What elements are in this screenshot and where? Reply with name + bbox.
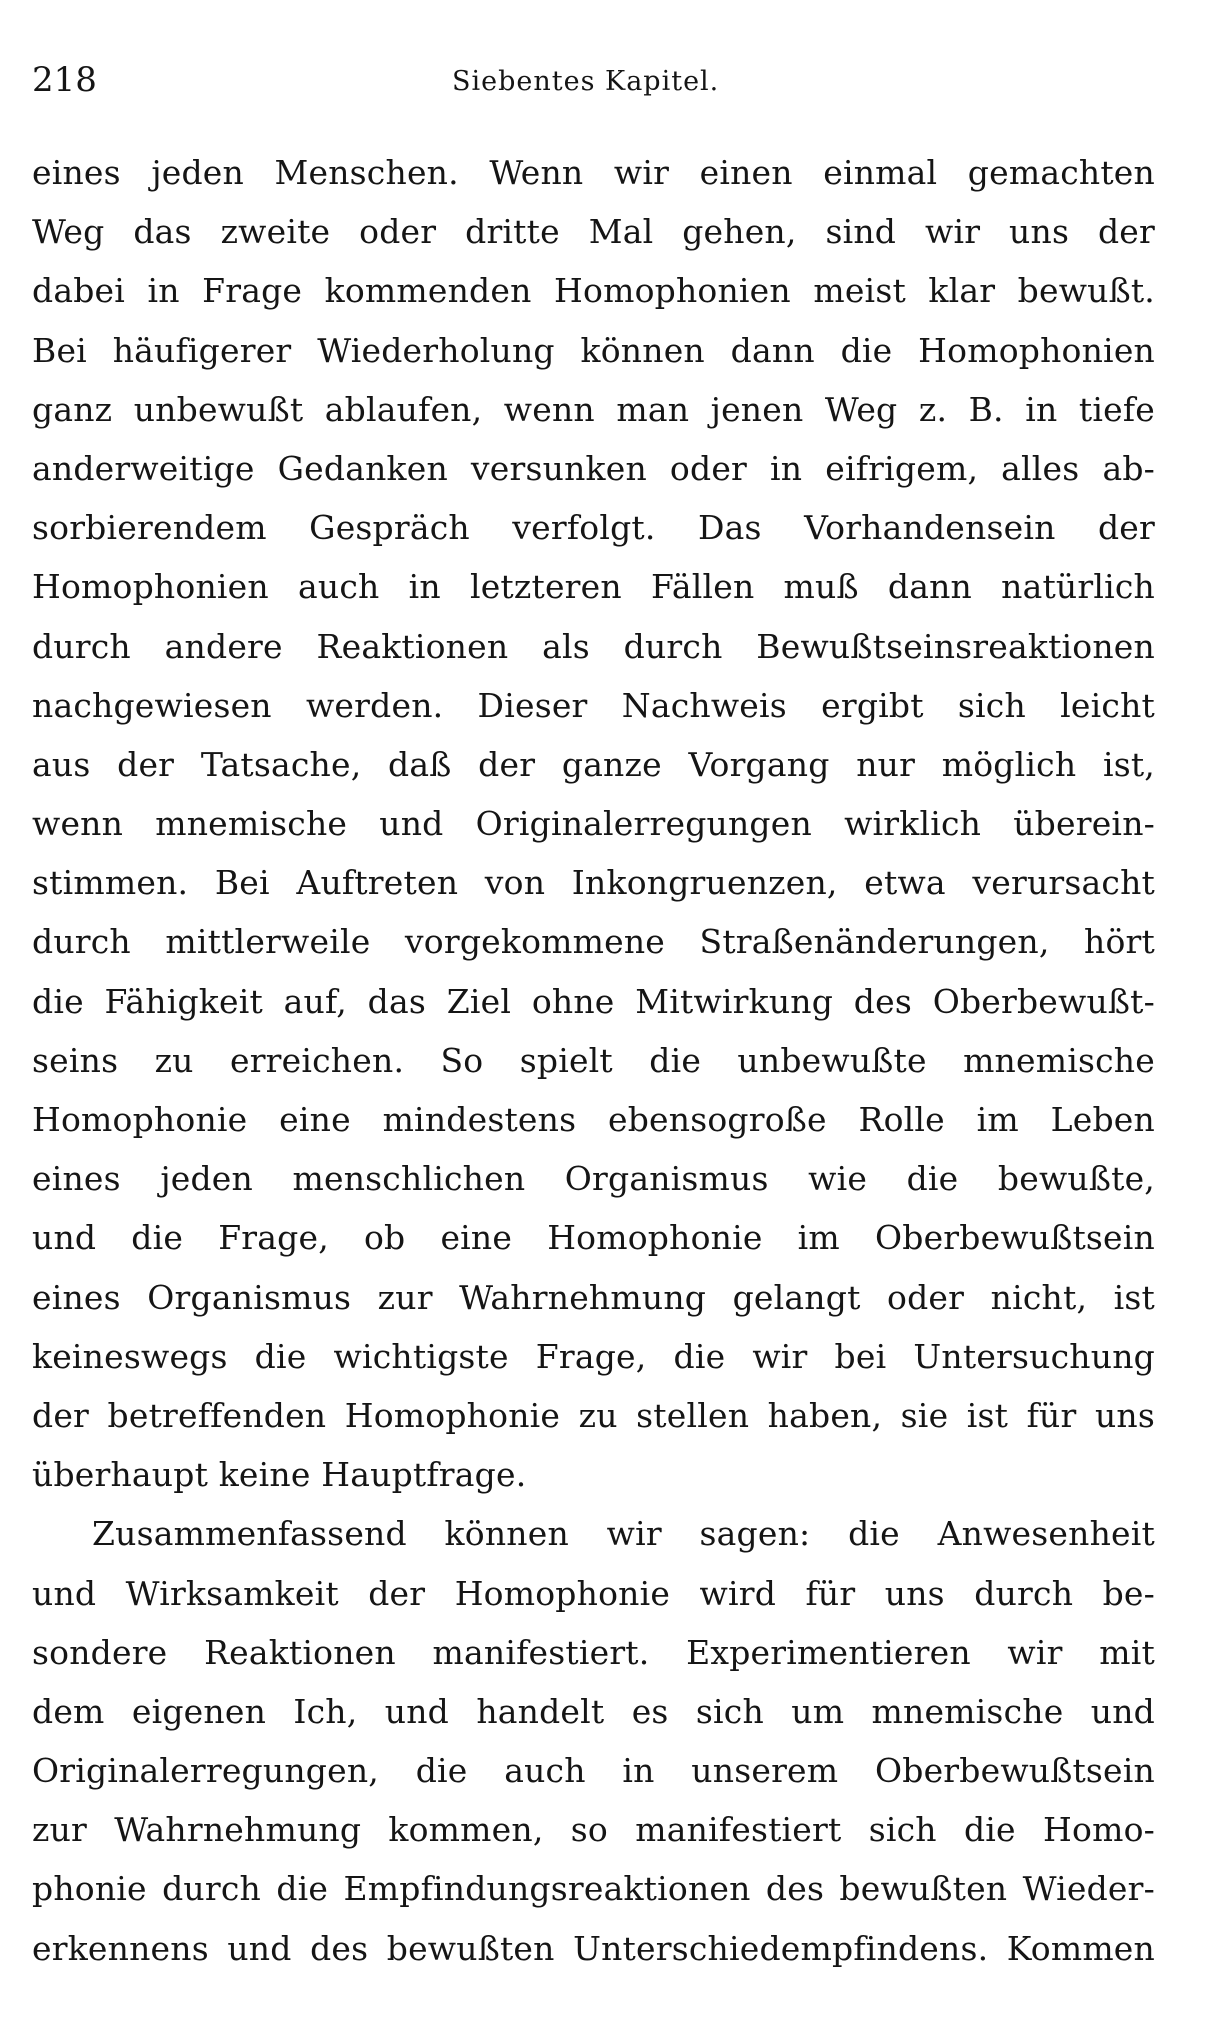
text-line: seins zu erreichen. So spielt die unbewußte mnemische: [32, 1040, 1155, 1080]
text-line: anderweitige Gedanken versunken oder in eifrigem, alles ab-: [32, 448, 1155, 488]
page-header: [32, 58, 1152, 108]
text-line: eines jeden Menschen. Wenn wir einen einmal gemachten: [32, 153, 1155, 192]
text-line: der betreffenden Homophonie zu stellen haben, sie ist für uns: [32, 1395, 1155, 1435]
text-line: eines Organismus zur Wahrnehmung gelangt oder nicht, ist: [32, 1277, 1155, 1317]
text-line: die Fähigkeit auf, das Ziel ohne Mitwirkung des Oberbewußt-: [32, 981, 1155, 1021]
text-line: Homophonie eine mindestens ebensogroße Rolle im Leben: [32, 1100, 1155, 1139]
text-line: sorbierendem Gespräch verfolgt. Das Vorhandensein der: [32, 508, 1155, 548]
text-line: Weg das zweite oder dritte Mal gehen, sind wir uns der: [32, 212, 1155, 252]
text-line: dem eigenen Ich, und handelt es sich um mnemische und: [32, 1691, 1155, 1731]
text-line: nachgewiesen werden. Dieser Nachweis ergibt sich leicht: [32, 685, 1155, 725]
text-line: durch andere Reaktionen als durch Bewußtseinsreaktionen: [32, 626, 1155, 666]
text-line: Originalerregungen, die auch in unserem Oberbewußtsein: [32, 1751, 1155, 1791]
text-line: stimmen. Bei Auftreten von Inkongruenzen, etwa verursacht: [32, 863, 1155, 903]
text-line: wenn mnemische und Originalerregungen wirklich überein-: [32, 804, 1155, 844]
text-line: eines jeden menschlichen Organismus wie die bewußte,: [32, 1159, 1155, 1199]
text-line: sondere Reaktionen manifestiert. Experimentieren wir mit: [32, 1632, 1155, 1672]
body-text: [32, 143, 1155, 1978]
paragraph-end-line: überhaupt keine Hauptfrage.: [32, 1455, 527, 1495]
text-line: und Wirksamkeit der Homophonie wird für uns durch be-: [32, 1573, 1155, 1613]
paragraph-start-line: Zusammenfassend können wir sagen: die Anwesenheit: [92, 1514, 1155, 1554]
text-line: Bei häufigerer Wiederholung können dann die Homophonien: [32, 330, 1155, 370]
text-line: und die Frage, ob eine Homophonie im Oberbewußtsein: [32, 1218, 1155, 1258]
text-line: zur Wahrnehmung kommen, so manifestiert sich die Homo-: [32, 1810, 1155, 1850]
text-line: phonie durch die Empfindungsreaktionen des bewußten Wieder-: [32, 1869, 1155, 1909]
text-line: durch mittlerweile vorgekommene Straßenänderungen, hört: [32, 922, 1155, 962]
running-title: Siebentes Kapitel.: [452, 66, 720, 97]
page-number: 218: [32, 60, 97, 100]
text-line: Homophonien auch in letzteren Fällen muß dann natürlich: [32, 567, 1155, 607]
text-line: aus der Tatsache, daß der ganze Vorgang nur möglich ist,: [32, 744, 1155, 784]
text-line: ganz unbewußt ablaufen, wenn man jenen Weg z. B. in tiefe: [32, 389, 1155, 429]
text-line: dabei in Frage kommenden Homophonien meist klar bewußt.: [32, 271, 1155, 311]
text-line: erkennens und des bewußten Unterschiedempfindens. Kommen: [32, 1928, 1155, 1968]
text-line: keineswegs die wichtigste Frage, die wir bei Untersuchung: [32, 1336, 1155, 1376]
